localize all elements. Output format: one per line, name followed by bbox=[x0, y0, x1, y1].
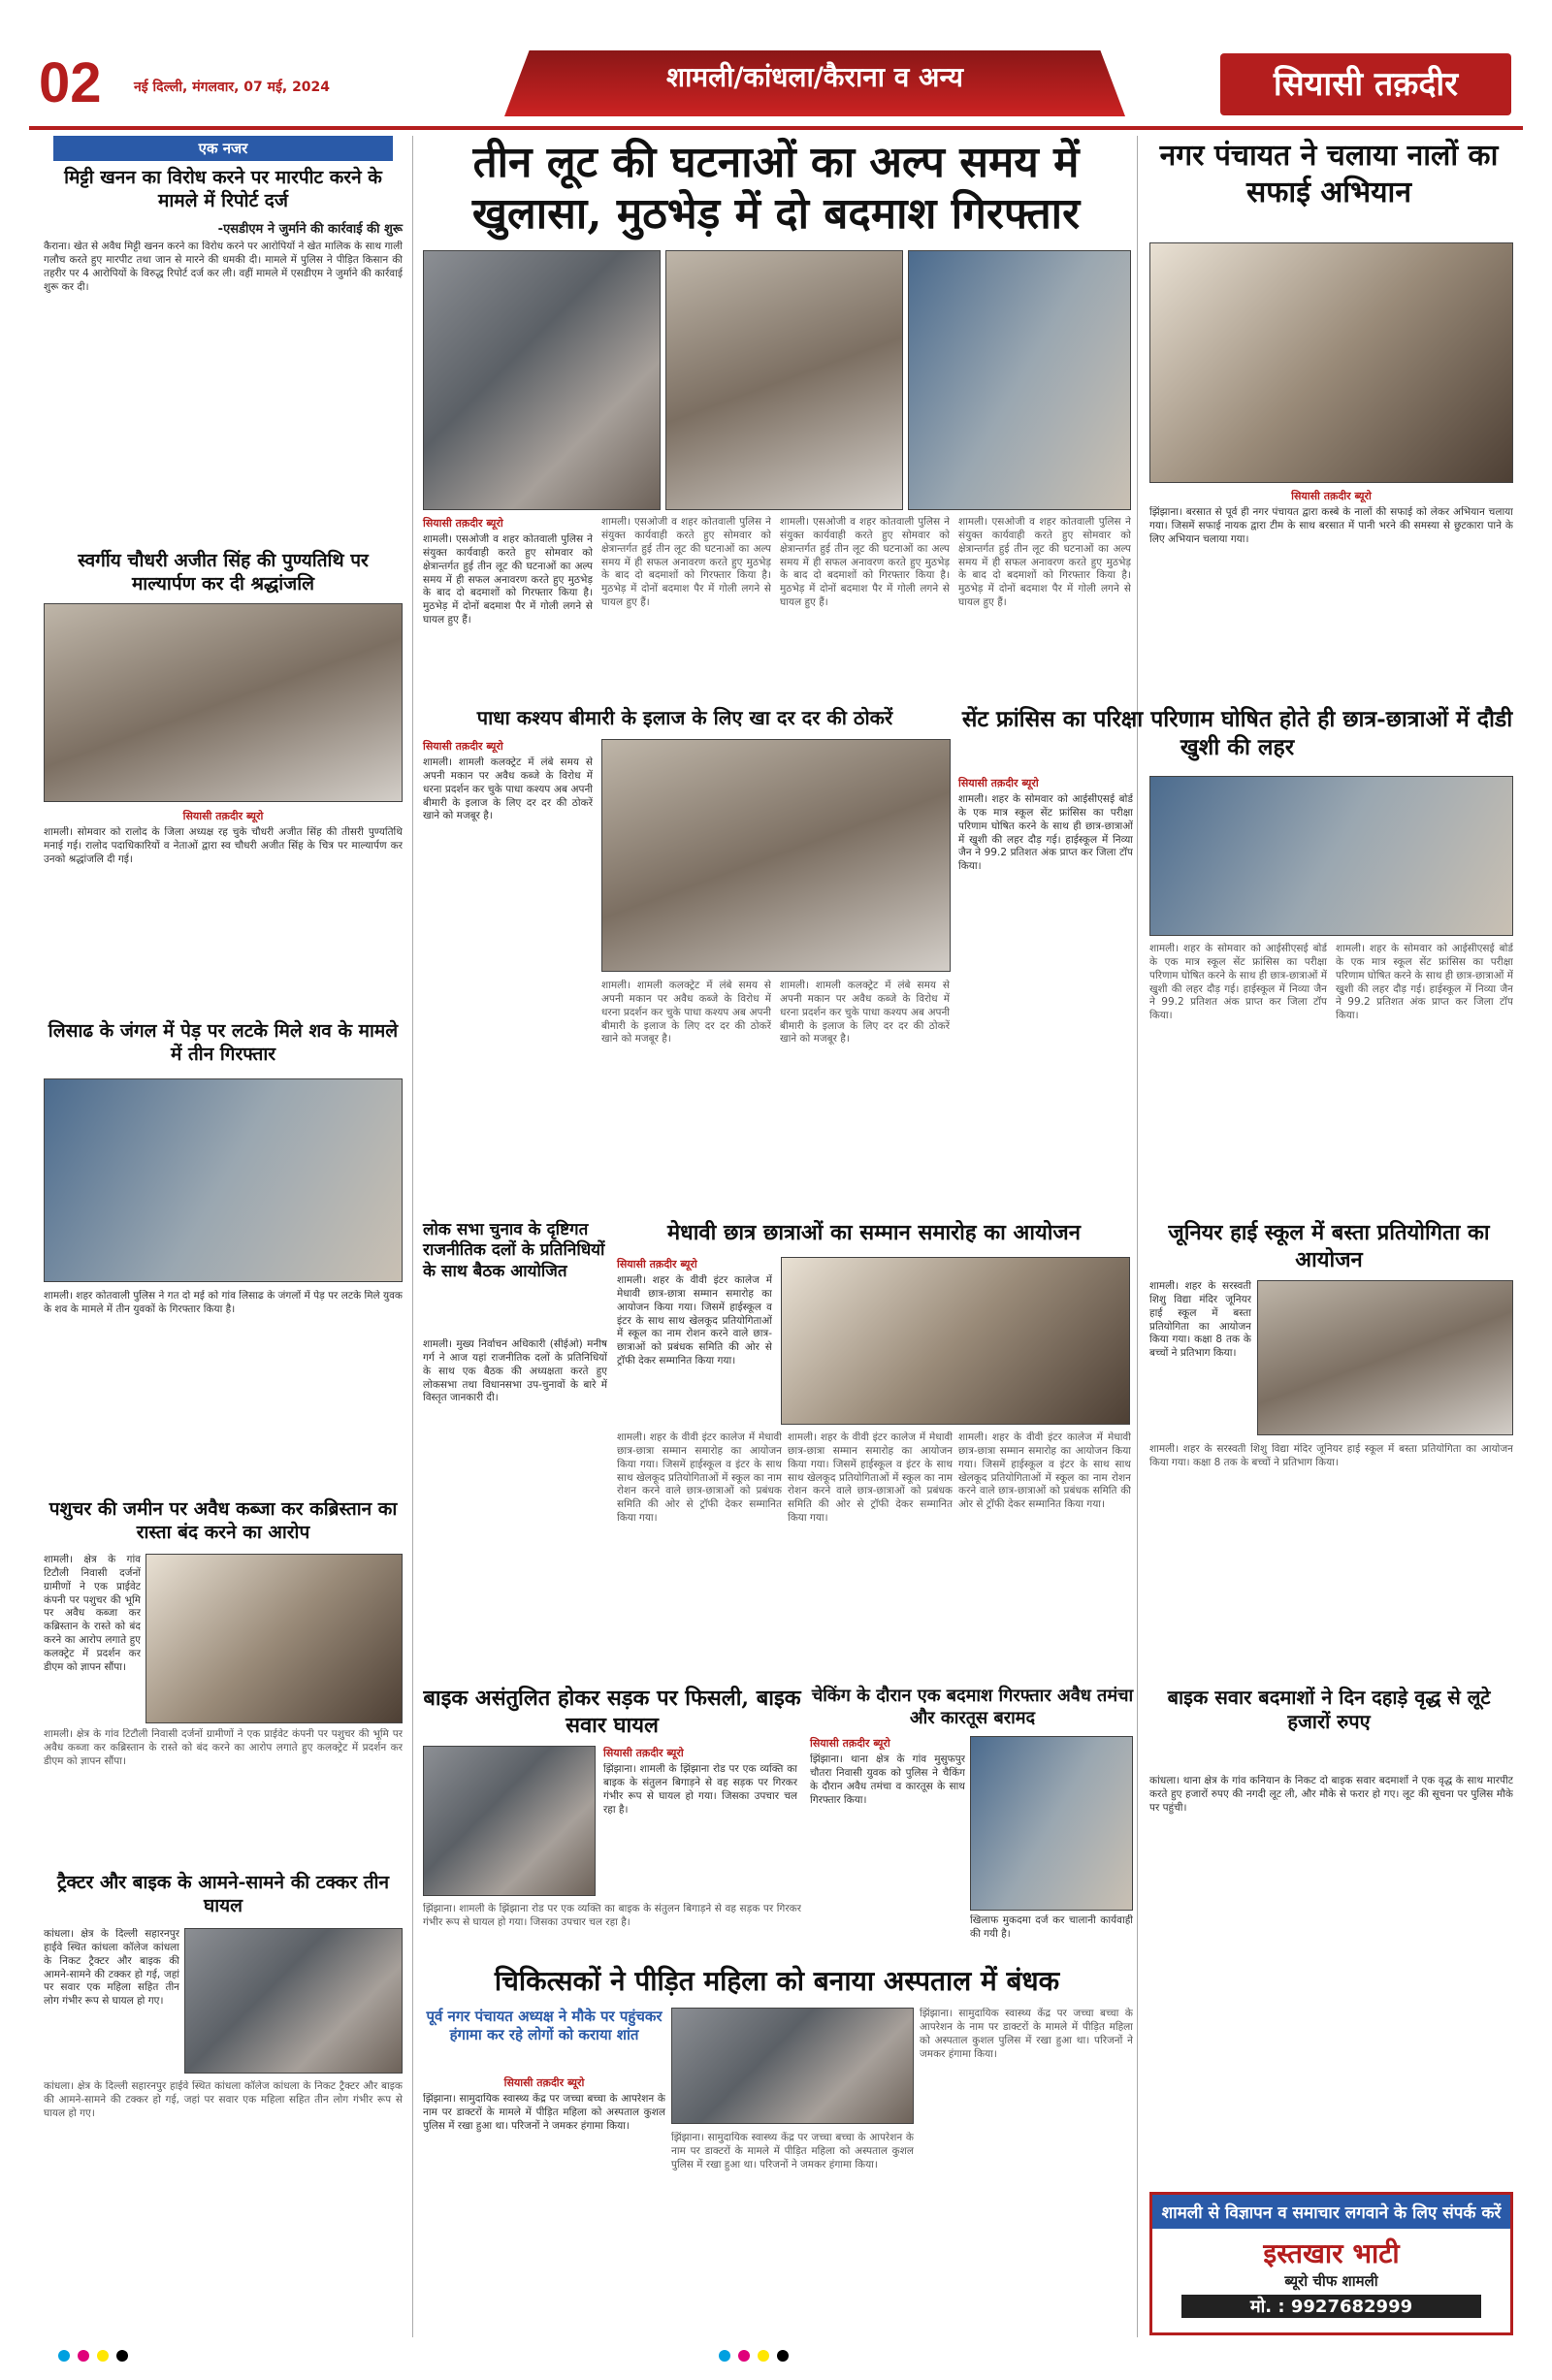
article-body-side: कांधला। क्षेत्र के दिल्ली सहारनपुर हाईवे स्थित कांधला कॉलेज कांधला के निकट ट्रैक्टर और बाइक की आमने-सामने की टक्कर हो गई, जहां पर सवार एक महिला सहित तीन लोग गंभीर रूप से घायल हो गए। bbox=[44, 1928, 179, 2008]
article-body-side: शामली। शहर के सरस्वती शिशु विद्या मंदिर जूनियर हाई स्कूल में बस्ता प्रतियोगिता का आयोजन किया गया। कक्षा 8 तक के बच्चों ने प्रतिभाग किया। bbox=[1149, 1280, 1251, 1360]
article-subhead: पूर्व नगर पंचायत अध्यक्ष ने मौके पर पहुंचकर हंगामा कर रहे लोगों को कराया शांत bbox=[426, 2008, 663, 2043]
article-body: शामली। एसओजी व शहर कोतवाली पुलिस ने संयुक्त कार्यवाही करते हुए सोमवार को क्षेत्रान्तर्गत हुई तीन लूट की घटनाओं का अल्प समय में ही सफल अनावरण करते हुए मुठभेड़ के बाद दो बदमाशों को गिरफ्तार किया है। मुठभेड़ में दोनों बदमाश पैर में गोली लगने से घायल हुए हैं। bbox=[780, 516, 950, 609]
lead-photo-1 bbox=[423, 250, 661, 510]
article-headline: बाइक सवार बदमाशों ने दिन दहाड़े वृद्ध से लूटे हजारों रुपए bbox=[1167, 1686, 1491, 1733]
article-body: शामली। शामली कलक्ट्रेट में लंबे समय से अपनी मकान पर अवैध कब्जे के विरोध में धरना प्रदर्शन कर चुके पाधा कश्यप अब अपनी बीमारी के इलाज के लिए दर दर की ठोकरें खाने को मजबूर है। bbox=[780, 980, 950, 1045]
protest-photo bbox=[146, 1554, 403, 1723]
byline: सियासी तक़दीर ब्यूरो bbox=[1291, 490, 1372, 502]
padha-photo bbox=[601, 739, 951, 972]
tribute-photo bbox=[44, 603, 403, 802]
cleaning-photo bbox=[1149, 242, 1513, 483]
article-headline: पाधा कश्यप बीमारी के इलाज के लिए खा दर दर की ठोकरें bbox=[476, 706, 893, 729]
article-body: शामली। क्षेत्र के गांव टिटौली निवासी दर्जनों ग्रामीणों ने एक प्राईवेट कंपनी पर पशुचर की भूमि पर अवैध कब्जा कर कब्रिस्तान के रास्ते को बंद करने का आरोप लगाते हुए कलक्ट्रेट में प्रदर्शन कर डीएम को ज्ञापन सौंपा। bbox=[44, 1728, 403, 1767]
article-body: शामली। एसओजी व शहर कोतवाली पुलिस ने संयुक्त कार्यवाही करते हुए सोमवार को क्षेत्रान्तर्गत हुई तीन लूट की घटनाओं का अल्प समय में ही सफल अनावरण करते हुए मुठभेड़ के बाद दो बदमाशों को गिरफ्तार किया है। मुठभेड़ में दोनों बदमाश पैर में गोली लगने से घायल हुए हैं। bbox=[423, 533, 593, 627]
article-body: शामली। शहर के वीवी इंटर कालेज में मेधावी छात्र-छात्रा सम्मान समारोह का आयोजन किया गया। जिसमें हाईस्कूल व इंटर के साथ साथ खेलकूद प्रतियोगिताओं में स्कूल का नाम रोशन करने वाले छात्र-छात्राओं को प्रबंधक समिति की ओर से ट्रॉफी देकर सम्मानित किया गया। bbox=[958, 1431, 1131, 1511]
article-body: झिंझाना। सामुदायिक स्वास्थ्य केंद्र पर जच्चा बच्चा के आपरेशन के नाम पर डाक्टरों के मामले में पीड़ित महिला को अस्पताल कुशल पुलिस में रखा हुआ था। परिजनों ने जमकर हंगामा किया। bbox=[423, 2093, 665, 2132]
byline: सियासी तक़दीर ब्यूरो bbox=[958, 777, 1039, 789]
section-title: शामली/कांधला/कैराना व अन्य bbox=[666, 61, 963, 93]
article-headline: चेकिंग के दौरान एक बदमाश गिरफ्तार अवैध तमंचा और कारतूस बरामद bbox=[811, 1686, 1134, 1728]
byline: सियासी तक़दीर ब्यूरो bbox=[182, 810, 264, 822]
article-headline: मिट्टी खनन का विरोध करने पर मारपीट करने के मामले में रिपोर्ट दर्ज bbox=[64, 167, 382, 211]
article-body: शामली। शहर के वीवी इंटर कालेज में मेधावी छात्र-छात्रा सम्मान समारोह का आयोजन किया गया। जिसमें हाईस्कूल व इंटर के साथ साथ खेलकूद प्रतियोगिताओं में स्कूल का नाम रोशन करने वाले छात्र-छात्राओं को प्रबंधक समिति की ओर से ट्रॉफी देकर सम्मानित किया गया। bbox=[788, 1431, 953, 1525]
article-body: शामली। शहर के सोमवार को आईसीएसई बोर्ड के एक मात्र स्कूल सेंट फ्रांसिस का परीक्षा परिणाम घोषित करने के साथ ही छात्र-छात्राओं में खुशी की लहर दौड़ गई। हाईस्कूल में निव्या जैन ने 99.2 प्रतिशत अंक प्राप्त कर जिला टॉप किया। bbox=[1149, 943, 1327, 1022]
byline: सियासी तक़दीर ब्यूरो bbox=[603, 1747, 684, 1759]
article-body-side: शामली। क्षेत्र के गांव टिटौली निवासी दर्जनों ग्रामीणों ने एक प्राईवेट कंपनी पर पशुचर की भूमि पर अवैध कब्जा कर कब्रिस्तान के रास्ते को बंद करने का आरोप लगाते हुए कलक्ट्रेट में प्रदर्शन कर डीएम को ज्ञापन सौंपा। bbox=[44, 1554, 141, 1673]
article-body: झिंझाना। सामुदायिक स्वास्थ्य केंद्र पर जच्चा बच्चा के आपरेशन के नाम पर डाक्टरों के मामले में पीड़ित महिला को अस्पताल कुशल पुलिस में रखा हुआ था। परिजनों ने जमकर हंगामा किया। bbox=[920, 2008, 1133, 2060]
brand-logo: सियासी तक़दीर bbox=[1273, 65, 1459, 104]
top-rule bbox=[29, 126, 1523, 130]
school-photo bbox=[1257, 1280, 1513, 1435]
byline: सियासी तक़दीर ब्यूरो bbox=[423, 740, 503, 753]
ceremony-photo bbox=[781, 1257, 1130, 1425]
article-headline: पशुचर की जमीन पर अवैध कब्जा कर कब्रिस्तान का रास्ता बंद करने का आरोप bbox=[48, 1498, 398, 1543]
article-body: कांधला। थाना क्षेत्र के गांव कनियान के निकट दो बाइक सवार बदमाशों ने एक वृद्ध के साथ मारपीट करते हुए हजारों रुपए की नगदी लूट ली, और मौके से फरार हो गए। लूट की सूचना पर पुलिस मौके पर पहुंची। bbox=[1149, 1775, 1513, 1814]
article-headline: बाइक असंतुलित होकर सड़क पर फिसली, बाइक सवार घायल bbox=[423, 1686, 801, 1738]
article-headline: मेधावी छात्र छात्राओं का सम्मान समारोह का आयोजन bbox=[667, 1220, 1081, 1245]
article-body: शामली। शामली कलक्ट्रेट में लंबे समय से अपनी मकान पर अवैध कब्जे के विरोध में धरना प्रदर्शन कर चुके पाधा कश्यप अब अपनी बीमारी के इलाज के लिए दर दर की ठोकरें खाने को मजबूर है। bbox=[601, 980, 771, 1045]
ad-role: ब्यूरो चीफ शामली bbox=[1284, 2272, 1378, 2290]
article-headline: ट्रैक्टर और बाइक के आमने-सामने की टक्कर तीन घायल bbox=[56, 1872, 390, 1916]
article-headline: स्वर्गीय चौधरी अजीत सिंह की पुण्यतिथि पर माल्यार्पण कर दी श्रद्धांजलि bbox=[78, 550, 369, 595]
ad-name: इस्तखार भाटी bbox=[1263, 2237, 1400, 2269]
hospital-photo bbox=[671, 2008, 914, 2124]
ek-nazar-tag: एक नजर bbox=[53, 136, 393, 161]
article-body: शामली। एसओजी व शहर कोतवाली पुलिस ने संयुक्त कार्यवाही करते हुए सोमवार को क्षेत्रान्तर्गत हुई तीन लूट की घटनाओं का अल्प समय में ही सफल अनावरण करते हुए मुठभेड़ के बाद दो बदमाशों को गिरफ्तार किया है। मुठभेड़ में दोनों बदमाश पैर में गोली लगने से घायल हुए हैं। bbox=[601, 516, 771, 609]
article-body: शामली। शहर के सोमवार को आईसीएसई बोर्ड के एक मात्र स्कूल सेंट फ्रांसिस का परीक्षा परिणाम घोषित करने के साथ ही छात्र-छात्राओं में खुशी की लहर दौड़ गई। हाईस्कूल में निव्या जैन ने 99.2 प्रतिशत अंक प्राप्त कर जिला टॉप किया। bbox=[1336, 943, 1513, 1022]
article-body: शामली। सोमवार को रालोद के जिला अध्यक्ष रह चुके चौधरी अजीत सिंह की तीसरी पुण्यतिथि मनाई गई। रालोद पदाधिकारियों व नेताओं द्वारा स्व चौधरी अजीत सिंह के चित्र पर माल्यार्पण कर उनको श्रद्धांजलि दी गई। bbox=[44, 826, 403, 865]
article-headline: नगर पंचायत ने चलाया नालों का सफाई अभियान bbox=[1159, 139, 1499, 209]
article-headline: लोक सभा चुनाव के दृष्टिगत राजनीतिक दलों के प्रतिनिधियों के साथ बैठक आयोजित bbox=[423, 1220, 605, 1281]
byline: सियासी तक़दीर ब्यूरो bbox=[810, 1737, 890, 1750]
photo-caption: खिलाफ मुकदमा दर्ज कर चालानी कार्यवाही की गयी है। bbox=[970, 1914, 1133, 1940]
article-subhead: -एसडीएम ने जुर्माने की कार्रवाई की शुरू bbox=[217, 222, 403, 237]
page-number: 02 bbox=[39, 51, 102, 114]
byline: सियासी तक़दीर ब्यूरो bbox=[423, 517, 503, 530]
byline: सियासी तक़दीर ब्यूरो bbox=[503, 2076, 585, 2089]
article-headline: चिकित्सकों ने पीड़ित महिला को बनाया अस्पताल में बंधक bbox=[494, 1965, 1060, 1997]
article-body: शामली। शामली कलक्ट्रेट में लंबे समय से अपनी मकान पर अवैध कब्जे के विरोध में धरना प्रदर्शन कर चुके पाधा कश्यप अब अपनी बीमारी के इलाज के लिए दर दर की ठोकरें खाने को मजबूर है। bbox=[423, 756, 593, 822]
article-headline: जूनियर हाई स्कूल में बस्ता प्रतियोगिता का आयोजन bbox=[1168, 1220, 1490, 1272]
ad-phone: मो. : 9927682999 bbox=[1181, 2295, 1481, 2318]
column-rule bbox=[1137, 136, 1138, 2337]
lead-headline: तीन लूट की घटनाओं का अल्प समय में खुलासा, मुठभेड़ में दो बदमाश गिरफ्तार bbox=[471, 138, 1081, 239]
article-body: झिंझाना। सामुदायिक स्वास्थ्य केंद्र पर जच्चा बच्चा के आपरेशन के नाम पर डाक्टरों के मामले में पीड़ित महिला को अस्पताल कुशल पुलिस में रखा हुआ था। परिजनों ने जमकर हंगामा किया। bbox=[671, 2132, 914, 2171]
article-body: शामली। शहर के सोमवार को आईसीएसई बोर्ड के एक मात्र स्कूल सेंट फ्रांसिस का परीक्षा परिणाम घोषित करने के साथ ही छात्र-छात्राओं में खुशी की लहर दौड़ गई। हाईस्कूल में निव्या जैन ने 99.2 प्रतिशत अंक प्राप्त कर जिला टॉप किया। bbox=[958, 793, 1133, 873]
article-body: शामली। मुख्य निर्वाचन अधिकारी (सीईओ) मनीष गर्ग ने आज यहां राजनीतिक दलों के प्रतिनिधियों के साथ एक बैठक की अध्यक्षता करते हुए लोकसभा तथा विधानसभा उप-चुनावों के बारे में विस्तृत जानकारी दी। bbox=[423, 1338, 607, 1404]
article-body: कांधला। क्षेत्र के दिल्ली सहारनपुर हाईवे स्थित कांधला कॉलेज कांधला के निकट ट्रैक्टर और बाइक की आमने-सामने की टक्कर हो गई, जहां पर सवार एक महिला सहित तीन लोग गंभीर रूप से घायल हो गए। bbox=[44, 2080, 403, 2119]
article-body: शामली। शहर कोतवाली पुलिस ने गत दो मई को गांव लिसाढ के जंगलों में पेड़ पर लटके मिले युवक के शव के मामले में तीन युवकों के गिरफ्तार किया है। bbox=[44, 1290, 403, 1315]
article-headline: सेंट फ्रांसिस का परिक्षा परिणाम घोषित होते ही छात्र-छात्राओं में दौडी खुशी की लहर bbox=[961, 706, 1513, 760]
arrest-photo bbox=[44, 1078, 403, 1282]
lead-photo-3 bbox=[908, 250, 1131, 510]
article-body: झिंझाना। शामली के झिंझाना रोड पर एक व्यक्ति का बाइक के संतुलन बिगाड़ने से वह सड़क पर गिरकर गंभीर रूप से घायल हो गया। जिसका उपचार चल रहा है। bbox=[603, 1763, 797, 1816]
column-rule bbox=[412, 136, 413, 2337]
accident-photo bbox=[184, 1928, 403, 2074]
byline: सियासी तक़दीर ब्यूरो bbox=[617, 1258, 697, 1270]
article-body: झिंझाना। बरसात से पूर्व ही नगर पंचायत द्वारा कस्बे के नालों की सफाई को लेकर अभियान चलाया गया। जिसमें सफाई नायक द्वारा टीम के साथ बरसात में पानी भरने की समस्या से छुटकारा पाने के लिए अभियान चलाया गया। bbox=[1149, 506, 1513, 545]
article-body: शामली। शहर के वीवी इंटर कालेज में मेधावी छात्र-छात्रा सम्मान समारोह का आयोजन किया गया। जिसमें हाईस्कूल व इंटर के साथ साथ खेलकूद प्रतियोगिताओं में स्कूल का नाम रोशन करने वाले छात्र-छात्राओं को प्रबंधक समिति की ओर से ट्रॉफी देकर सम्मानित किया गया। bbox=[617, 1431, 782, 1525]
article-body: झिंझाना। थाना क्षेत्र के गांव मुसुफपुर चौतरा निवासी युवक को पुलिस ने चैकिंग के दौरान अवैध तमंचा व कारतूस के साथ गिरफ्तार किया। bbox=[810, 1753, 965, 1806]
police-photo bbox=[970, 1736, 1133, 1911]
article-headline: लिसाढ के जंगल में पेड़ पर लटके मिले शव के मामले में तीन गिरफ्तार bbox=[48, 1020, 399, 1065]
students-photo bbox=[1149, 776, 1513, 936]
ad-line: शामली से विज्ञापन व समाचार लगवाने के लिए संपर्क करें bbox=[1152, 2195, 1510, 2229]
article-body: झिंझाना। शामली के झिंझाना रोड पर एक व्यक्ति का बाइक के संतुलन बिगाड़ने से वह सड़क पर गिरकर गंभीर रूप से घायल हो गया। जिसका उपचार चल रहा है। bbox=[423, 1903, 801, 1928]
contact-ad bbox=[1149, 2192, 1513, 2335]
article-body: शामली। एसओजी व शहर कोतवाली पुलिस ने संयुक्त कार्यवाही करते हुए सोमवार को क्षेत्रान्तर्गत हुई तीन लूट की घटनाओं का अल्प समय में ही सफल अनावरण करते हुए मुठभेड़ के बाद दो बदमाशों को गिरफ्तार किया है। मुठभेड़ में दोनों बदमाश पैर में गोली लगने से घायल हुए हैं। bbox=[958, 516, 1131, 609]
lead-photo-2 bbox=[665, 250, 903, 510]
registration-marks bbox=[0, 2347, 1552, 2366]
article-body: शामली। शहर के वीवी इंटर कालेज में मेधावी छात्र-छात्रा सम्मान समारोह का आयोजन किया गया। जिसमें हाईस्कूल व इंटर के साथ साथ खेलकूद प्रतियोगिताओं में स्कूल का नाम रोशन करने वाले छात्र-छात्राओं को प्रबंधक समिति की ओर से ट्रॉफी देकर सम्मानित किया गया। bbox=[617, 1274, 772, 1367]
article-body: कैराना। खेत से अवैध मिट्टी खनन करने का विरोध करने पर आरोपियों ने खेत मालिक के साथ गाली गलौच करते हुए मारपीट तथा जान से मारने की धमकी दी। मामले में पुलिस ने पीड़ित किसान की तहरीर पर 4 आरोपियों के विरुद्ध रिपोर्ट दर्ज कर ली। वहीं मामले में एसडीएम ने जुर्माने की कार्रवाई शुरू कर दी। bbox=[44, 241, 403, 293]
article-body: शामली। शहर के सरस्वती शिशु विद्या मंदिर जूनियर हाई स्कूल में बस्ता प्रतियोगिता का आयोजन किया गया। कक्षा 8 तक के बच्चों ने प्रतिभाग किया। bbox=[1149, 1443, 1513, 1468]
injured-photo bbox=[423, 1746, 596, 1896]
dateline: नई दिल्ली, मंगलवार, 07 मई, 2024 bbox=[134, 80, 331, 95]
